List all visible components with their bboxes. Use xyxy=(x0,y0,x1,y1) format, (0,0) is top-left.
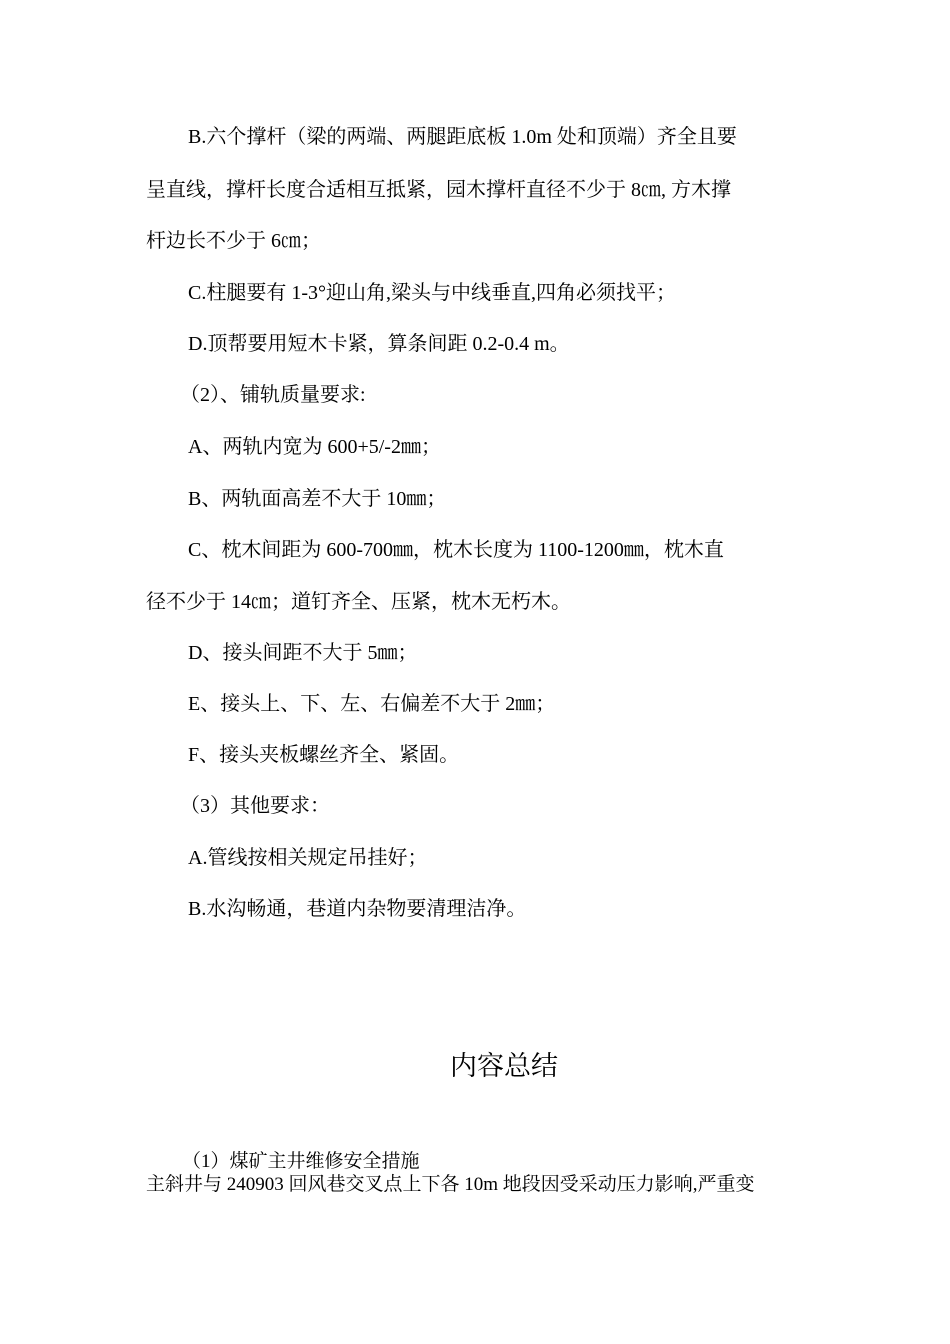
paragraph-line: E、接头上、下、左、右偏差不大于 2㎜； xyxy=(188,693,556,715)
paragraph-line: 呈直线，撑杆长度合适相互抵紧，园木撑杆直径不少于 8㎝, 方木撑 xyxy=(146,179,731,201)
paragraph-line: D.顶帮要用短木卡紧，算条间距 0.2-0.4 m。 xyxy=(188,333,570,355)
paragraph-line: F、接头夹板螺丝齐全、紧固。 xyxy=(188,744,460,766)
paragraph-line: D、接头间距不大于 5㎜； xyxy=(188,642,418,664)
paragraph-line: C、枕木间距为 600-700㎜，枕木长度为 1100-1200㎜，枕木直 xyxy=(188,539,724,561)
section-heading: （2）、铺轨质量要求: xyxy=(180,384,366,406)
summary-title: 内容总结 xyxy=(450,1051,558,1081)
summary-item-text: 主斜井与 240903 回风巷交叉点上下各 10m 地段因受采动压力影响,严重变 xyxy=(146,1174,755,1195)
paragraph-line: 杆边长不少于 6㎝； xyxy=(146,230,321,252)
paragraph-line: B.六个撑杆（梁的两端、两腿距底板 1.0m 处和顶端）齐全且要 xyxy=(188,126,737,148)
paragraph-line: 径不少于 14㎝；道钉齐全、压紧，枕木无朽木。 xyxy=(146,591,571,613)
section-heading: （3）其他要求： xyxy=(180,795,330,817)
paragraph-line: C.柱腿要有 1-3°迎山角,梁头与中线垂直,四角必须找平； xyxy=(188,282,676,304)
summary-item-heading: （1）煤矿主井维修安全措施 xyxy=(182,1151,420,1172)
paragraph-line: B.水沟畅通，巷道内杂物要清理洁净。 xyxy=(188,898,527,920)
paragraph-line: A.管线按相关规定吊挂好； xyxy=(188,847,428,869)
paragraph-line: B、两轨面高差不大于 10㎜； xyxy=(188,488,447,510)
paragraph-line: A、两轨内宽为 600+5/-2㎜； xyxy=(188,436,441,458)
